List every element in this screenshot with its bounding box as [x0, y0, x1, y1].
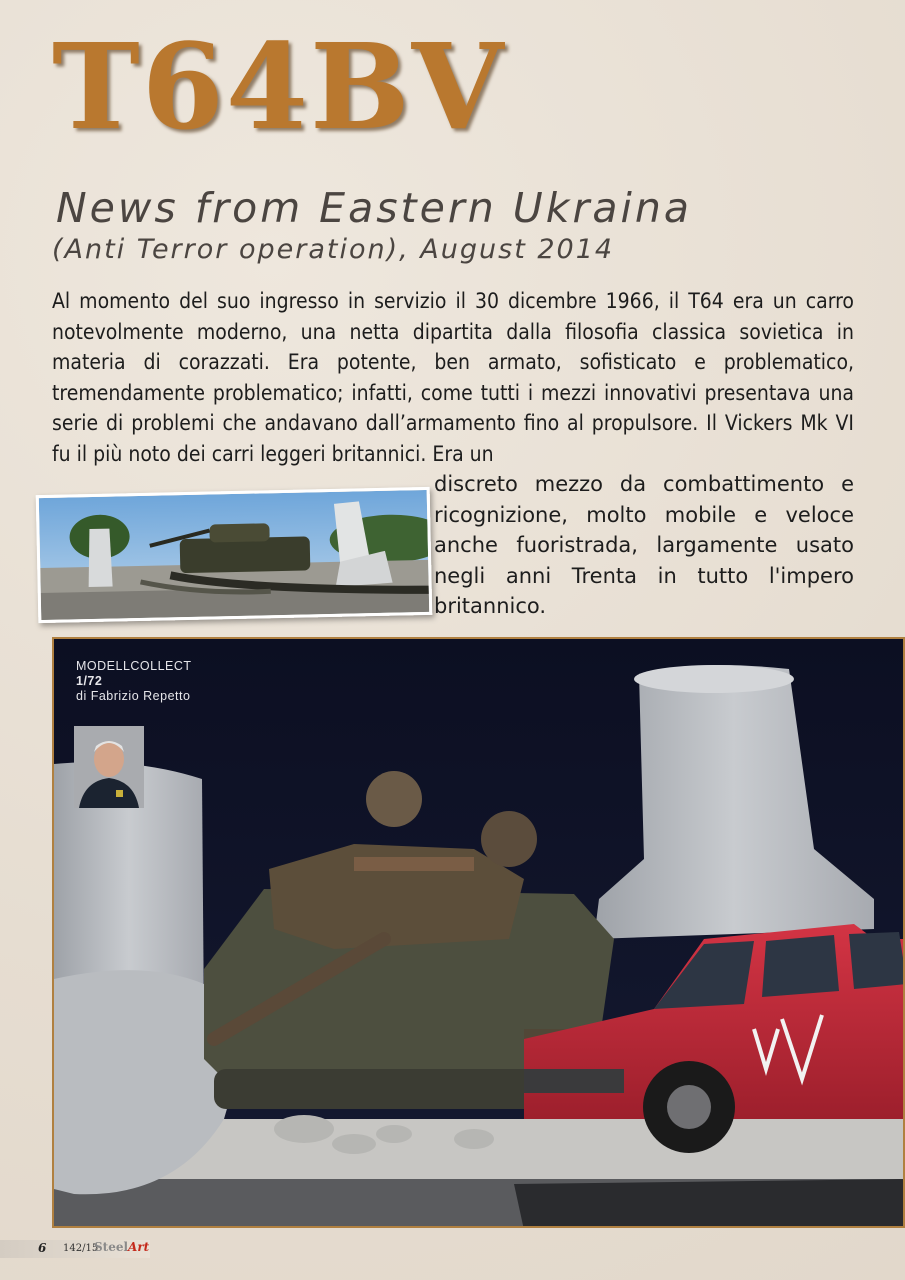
- magazine-logo-steel: Steel: [94, 1240, 129, 1254]
- page-number: 6: [38, 1241, 47, 1255]
- diorama-scene: [54, 639, 905, 1228]
- credit-scale: 1/72: [76, 674, 103, 688]
- credit-author: di Fabrizio Repetto: [76, 689, 191, 703]
- credit-manufacturer: MODELLCOLLECT: [76, 659, 192, 673]
- author-portrait: [74, 726, 144, 808]
- article-subtitle-date: (Anti Terror operation), August 2014: [52, 234, 615, 265]
- magazine-logo-art: Art: [128, 1240, 150, 1254]
- magazine-logo: [94, 1240, 149, 1254]
- author-photo: [74, 726, 144, 808]
- main-diorama-photo: [52, 637, 905, 1228]
- destroyed-tank-photo: [39, 490, 429, 620]
- article-subtitle: News from Eastern Ukraina: [56, 184, 692, 232]
- article-body-right: discreto mezzo da combattimento e ricognizione, molto mobile e veloce anche fuoristrada, largamente usato negli anni Trenta in tutto l'impero britannico.: [434, 472, 854, 618]
- article-body-top: Al momento del suo ingresso in servizio il 30 dicembre 1966, il T64 era un carro notevolmente moderno, una netta dipartita dalla filosofia classica sovietica in materia di corazzati. Era potente, ben armato, sofisticato e problematico, tremendamente problematico; infatti, come tutti i mezzi innovativi presentava una serie di problemi che andavano dall’armamento fino al propulsore. Il Vickers Mk VI fu il più noto dei carri leggeri britannici. Era un: [52, 289, 854, 466]
- credit-block: [76, 659, 192, 704]
- inset-photo: [36, 487, 433, 623]
- issue-number: 142/15: [63, 1243, 99, 1254]
- article-title: T64BV: [52, 17, 506, 156]
